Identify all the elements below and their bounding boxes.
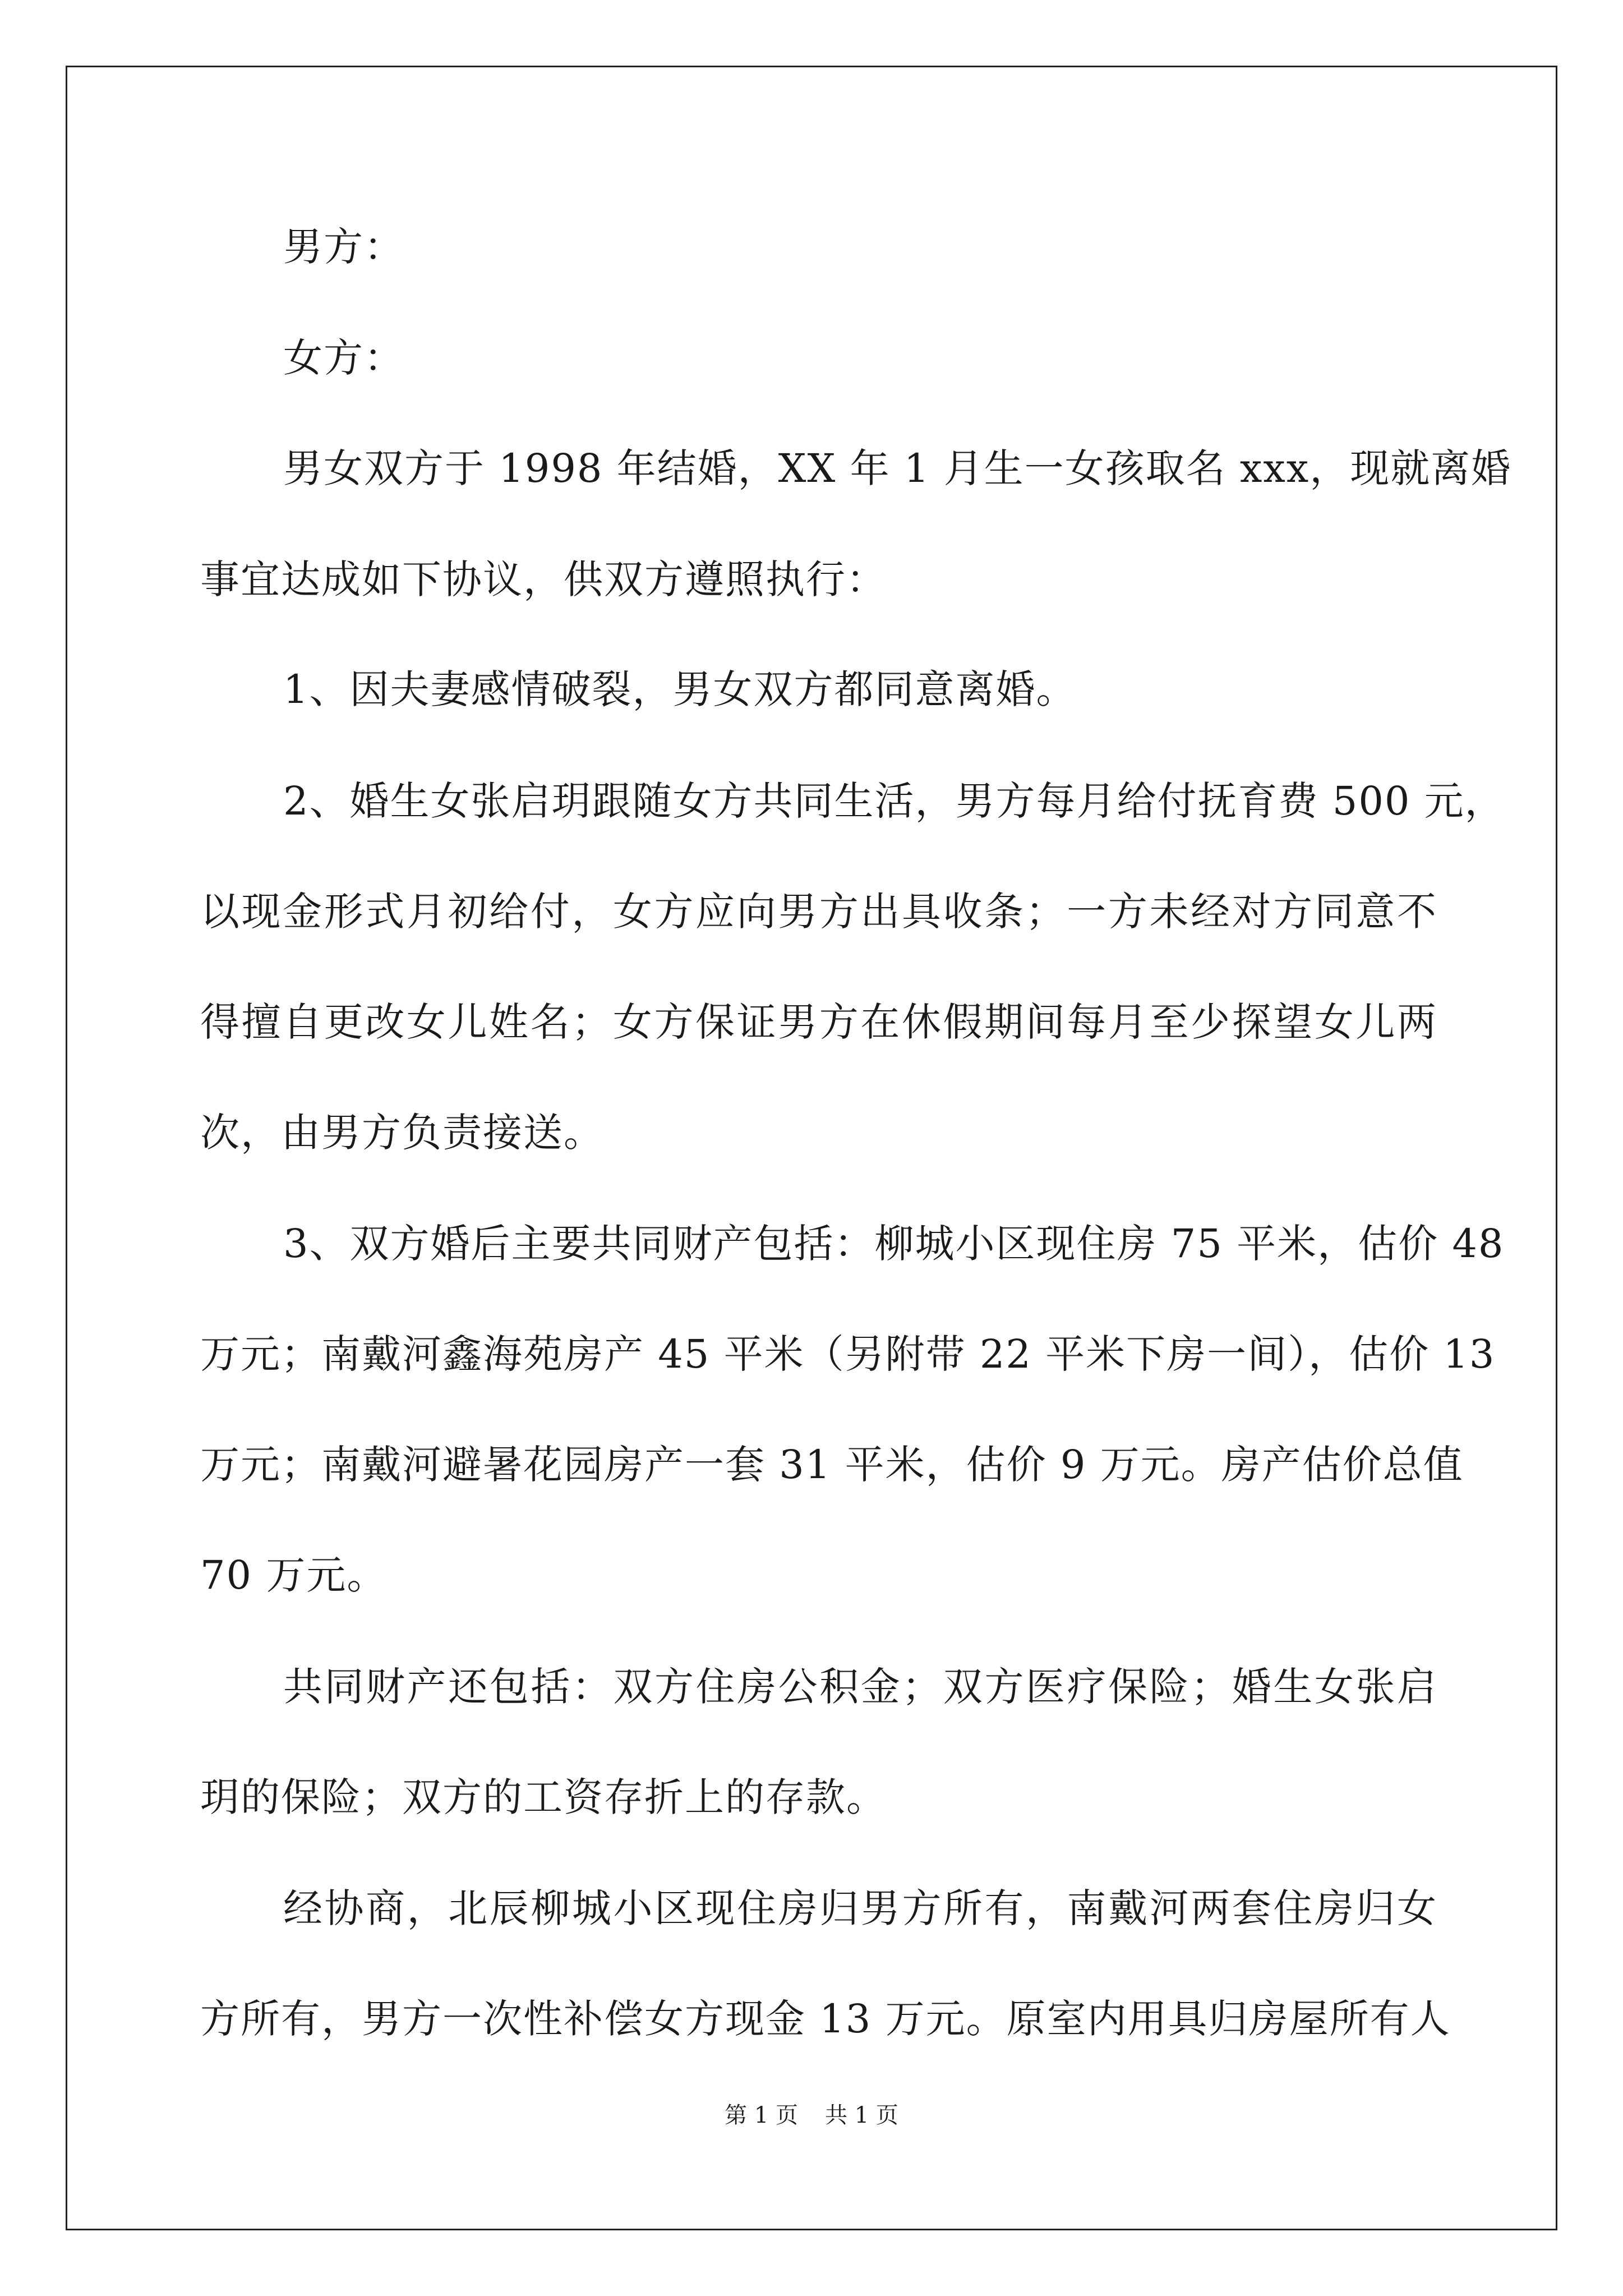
text-line-clause-3-c: 万元；南戴河避暑花园房产一套 31 平米，估价 9 万元。房产估价总值 (200, 1442, 1464, 1488)
page-number: 第 1 页 (725, 2102, 798, 2128)
text-line-shared-property-a: 共同财产还包括：双方住房公积金；双方医疗保险；婚生女张启 (283, 1664, 1437, 1710)
text-line-clause-2-a: 2、婚生女张启玥跟随女方共同生活，男方每月给付抚育费 500 元， (283, 778, 1505, 824)
text-line-male-party: 男方： (283, 224, 404, 270)
text-line-clause-2-d: 次，由男方负责接送。 (200, 1110, 604, 1156)
text-line-clause-2-c: 得擅自更改女儿姓名；女方保证男方在休假期间每月至少探望女儿两 (200, 999, 1437, 1045)
text-line-clause-1: 1、因夫妻感情破裂，男女双方都同意离婚。 (283, 666, 1077, 712)
text-line-intro-2: 事宜达成如下协议，供双方遵照执行： (200, 556, 887, 602)
text-line-agreement-a: 经协商，北辰柳城小区现住房归男方所有，南戴河两套住房归女 (283, 1885, 1437, 1931)
page-footer (0, 2101, 1623, 2130)
text-line-shared-property-b: 玥的保险；双方的工资存折上的存款。 (200, 1774, 887, 1820)
text-line-clause-2-b: 以现金形式月初给付，女方应向男方出具收条；一方未经对方同意不 (200, 889, 1437, 935)
text-line-clause-3-d: 70 万元。 (200, 1552, 388, 1598)
page-total: 共 1 页 (825, 2102, 898, 2128)
text-line-clause-3-a: 3、双方婚后主要共同财产包括：柳城小区现住房 75 平米，估价 48 (283, 1221, 1505, 1267)
text-line-intro-1: 男女双方于 1998 年结婚，XX 年 1 月生一女孩取名 xxx，现就离婚 (283, 445, 1512, 491)
text-line-clause-3-b: 万元；南戴河鑫海苑房产 45 平米（另附带 22 平米下房一间），估价 13 (200, 1331, 1496, 1377)
text-line-agreement-b: 方所有，男方一次性补偿女方现金 13 万元。原室内用具归房屋所有人 (200, 1996, 1451, 2042)
text-line-female-party: 女方： (283, 335, 404, 381)
